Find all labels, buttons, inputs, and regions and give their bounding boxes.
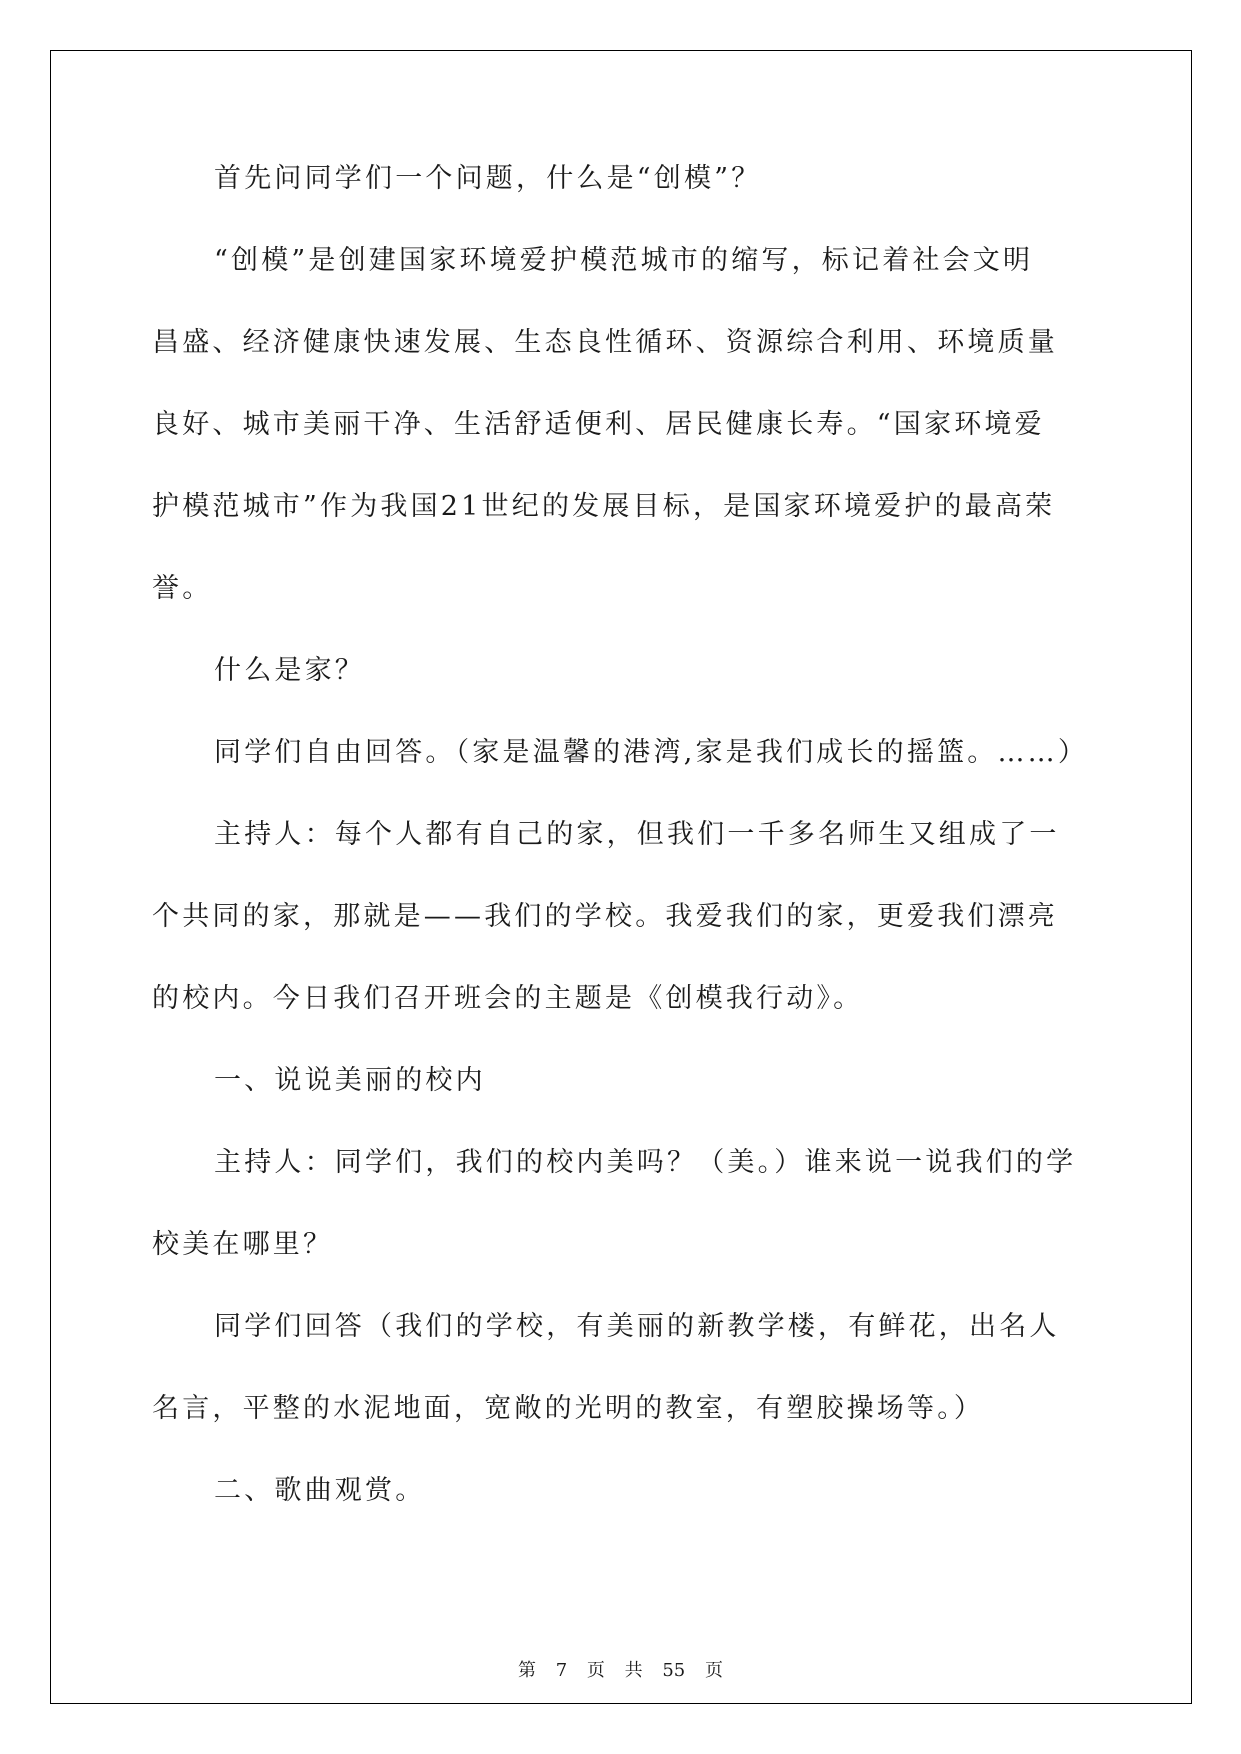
paragraph-line: 良好、城市美丽干净、生活舒适便利、居民健康长寿。“国家环境爱	[152, 409, 1045, 440]
paragraph-line: 什么是家？	[214, 655, 365, 686]
paragraph-line: “创模”是创建国家环境爱护模范城市的缩写，标记着社会文明	[214, 245, 1034, 276]
paragraph-line: 同学们自由回答。（家是温馨的港湾,家是我们成长的摇篮。……）	[214, 737, 1089, 768]
paragraph-line: 同学们回答（我们的学校，有美丽的新教学楼，有鲜花，出名人	[214, 1311, 1060, 1342]
paragraph-line: 主持人：同学们，我们的校内美吗？（美。）谁来说一说我们的学	[214, 1147, 1077, 1178]
page-number: 第 7 页 共 55 页	[518, 1660, 723, 1681]
paragraph-line: 誉。	[152, 573, 213, 604]
paragraph-line: 首先问同学们一个问题，什么是“创模”？	[214, 163, 762, 194]
paragraph-line: 护模范城市”作为我国21世纪的发展目标，是国家环境爱护的最高荣	[152, 491, 1056, 522]
paragraph-line: 校美在哪里？	[152, 1229, 334, 1260]
paragraph-line: 名言，平整的水泥地面，宽敞的光明的教室，有塑胶操场等。）	[152, 1393, 985, 1424]
paragraph-line: 的校内。今日我们召开班会的主题是《创模我行动》。	[152, 983, 864, 1014]
section-heading: 一、说说美丽的校内	[214, 1065, 486, 1096]
paragraph-line: 主持人：每个人都有自己的家，但我们一千多名师生又组成了一	[214, 819, 1060, 850]
paragraph-line: 昌盛、经济健康快速发展、生态良性循环、资源综合利用、环境质量	[152, 327, 1058, 358]
document-body	[152, 154, 1090, 1548]
section-heading: 二、歌曲观赏。	[214, 1475, 426, 1506]
paragraph-line: 个共同的家，那就是——我们的学校。我爱我们的家，更爱我们漂亮	[152, 901, 1058, 932]
